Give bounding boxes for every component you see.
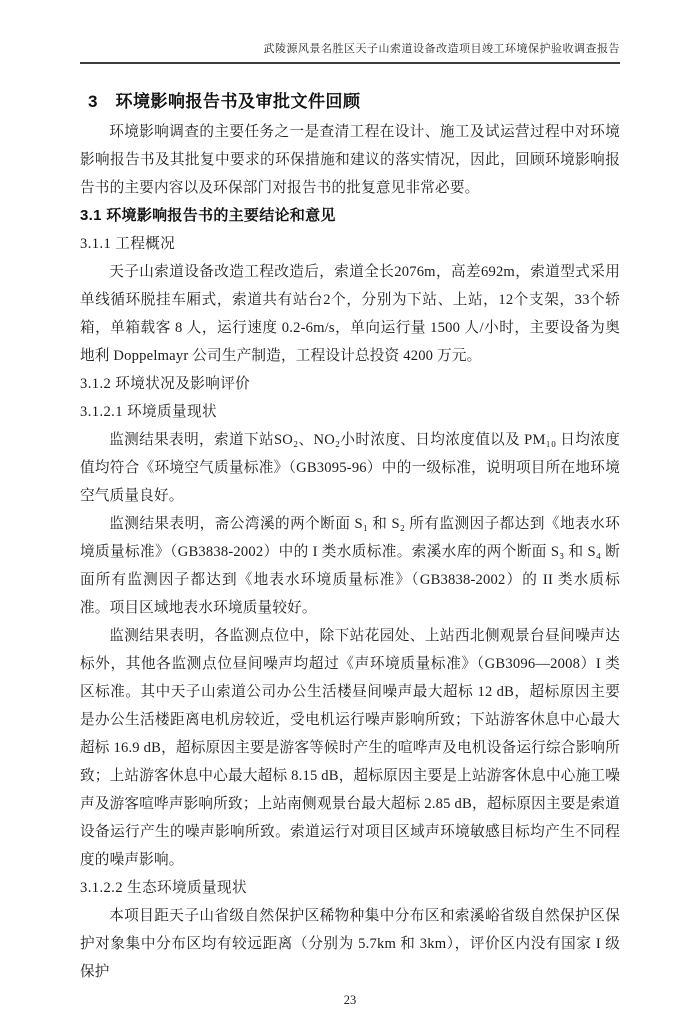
paragraph-noise-monitoring: 监测结果表明，各监测点位中，除下站花园处、上站西北侧观景台昼间噪声达标外，其他各监测点位昼间噪声均超过《声环境质量标准》（GB3096—2008）I 类区标准。其中天子山索道公司办公生活楼昼间噪声最大超标 12 dB，超标原因主要是办公生活楼距离电机房较近，受电机运行噪声影响所致；下站游客休息中心最大超标 16.9 dB，超标原因主要是游客等候时产生的喧哗声及电机设备运行综合影响所致；上站游客休息中心最大超标 8.15 dB，超标原因主要是上站游客休息中心施工噪声及游客喧哗声影响所致；上站南侧观景台最大超标 2.85 dB，超标原因主要是索道设备运行产生的噪声影响所致。索道运行对项目区域声环境敏感目标均产生不同程度的噪声影响。	[80, 628, 620, 868]
section-heading-3-1-2: 3.1.2 环境状况及影响评价	[80, 376, 251, 392]
section-heading-3-1-2-1: 3.1.2.1 环境质量现状	[80, 404, 217, 420]
paragraph-ecology: 本项目距天子山省级自然保护区稀物种集中分布区和索溪峪省级自然保护区保护对象集中分布区均有较远距离（分别为 5.7km 和 3km），评价区内没有国家 I 级保护	[80, 908, 620, 980]
paragraph-project-overview: 天子山索道设备改造工程改造后，索道全长2076m，高差692m，索道型式采用单线循环脱挂车厢式，索道共有站台2个，分别为下站、上站，12个支架，33个轿箱，单箱载客 8 人，运行速度 0.2-6m/s，单向运行量 1500 人/小时，主要设备为奥地利 Doppelmayr 公司生产制造，工程设计总投资 4200 万元。	[80, 264, 620, 364]
section-heading-3-1-1: 3.1.1 工程概况	[80, 236, 176, 252]
running-header	[80, 0, 620, 64]
paragraph-surface-water-quality: 监测结果表明，斋公湾溪的两个断面 S₁ 和 S₂ 所有监测因子都达到《地表水环境质量标准》（GB3838-2002）中的 I 类水质标准。索溪水库的两个断面 S₃ 和 S₄ 断面所有监测因子都达到《地表水环境质量标准》（GB3838-2002）的 II 类水质标准。项目区域地表水环境质量较好。	[80, 516, 620, 616]
running-header-title: 武陵源风景名胜区天子山索道设备改造项目竣工环境保护验收调查报告	[263, 43, 620, 55]
document-body	[80, 86, 620, 986]
paragraph-air-quality: 监测结果表明，索道下站SO₂、NO₂小时浓度、日均浓度值以及 PM₁₀ 日均浓度值均符合《环境空气质量标准》（GB3095-96）中的一级标准，说明项目所在地环境空气质量良好。	[80, 432, 620, 504]
section-heading-3-1-2-2: 3.1.2.2 生态环境质量现状	[80, 880, 247, 896]
section-heading-3: 3 环境影响报告书及审批文件回顾	[88, 92, 361, 111]
paragraph-intro: 环境影响调查的主要任务之一是查清工程在设计、施工及试运营过程中对环境影响报告书及其批复中要求的环保措施和建议的落实情况，因此，回顾环境影响报告书的主要内容以及环保部门对报告书的批复意见非常必要。	[80, 124, 620, 196]
page-footer	[80, 991, 620, 1009]
section-heading-3-1: 3.1 环境影响报告书的主要结论和意见	[80, 207, 336, 224]
page-number: 23	[343, 993, 357, 1007]
